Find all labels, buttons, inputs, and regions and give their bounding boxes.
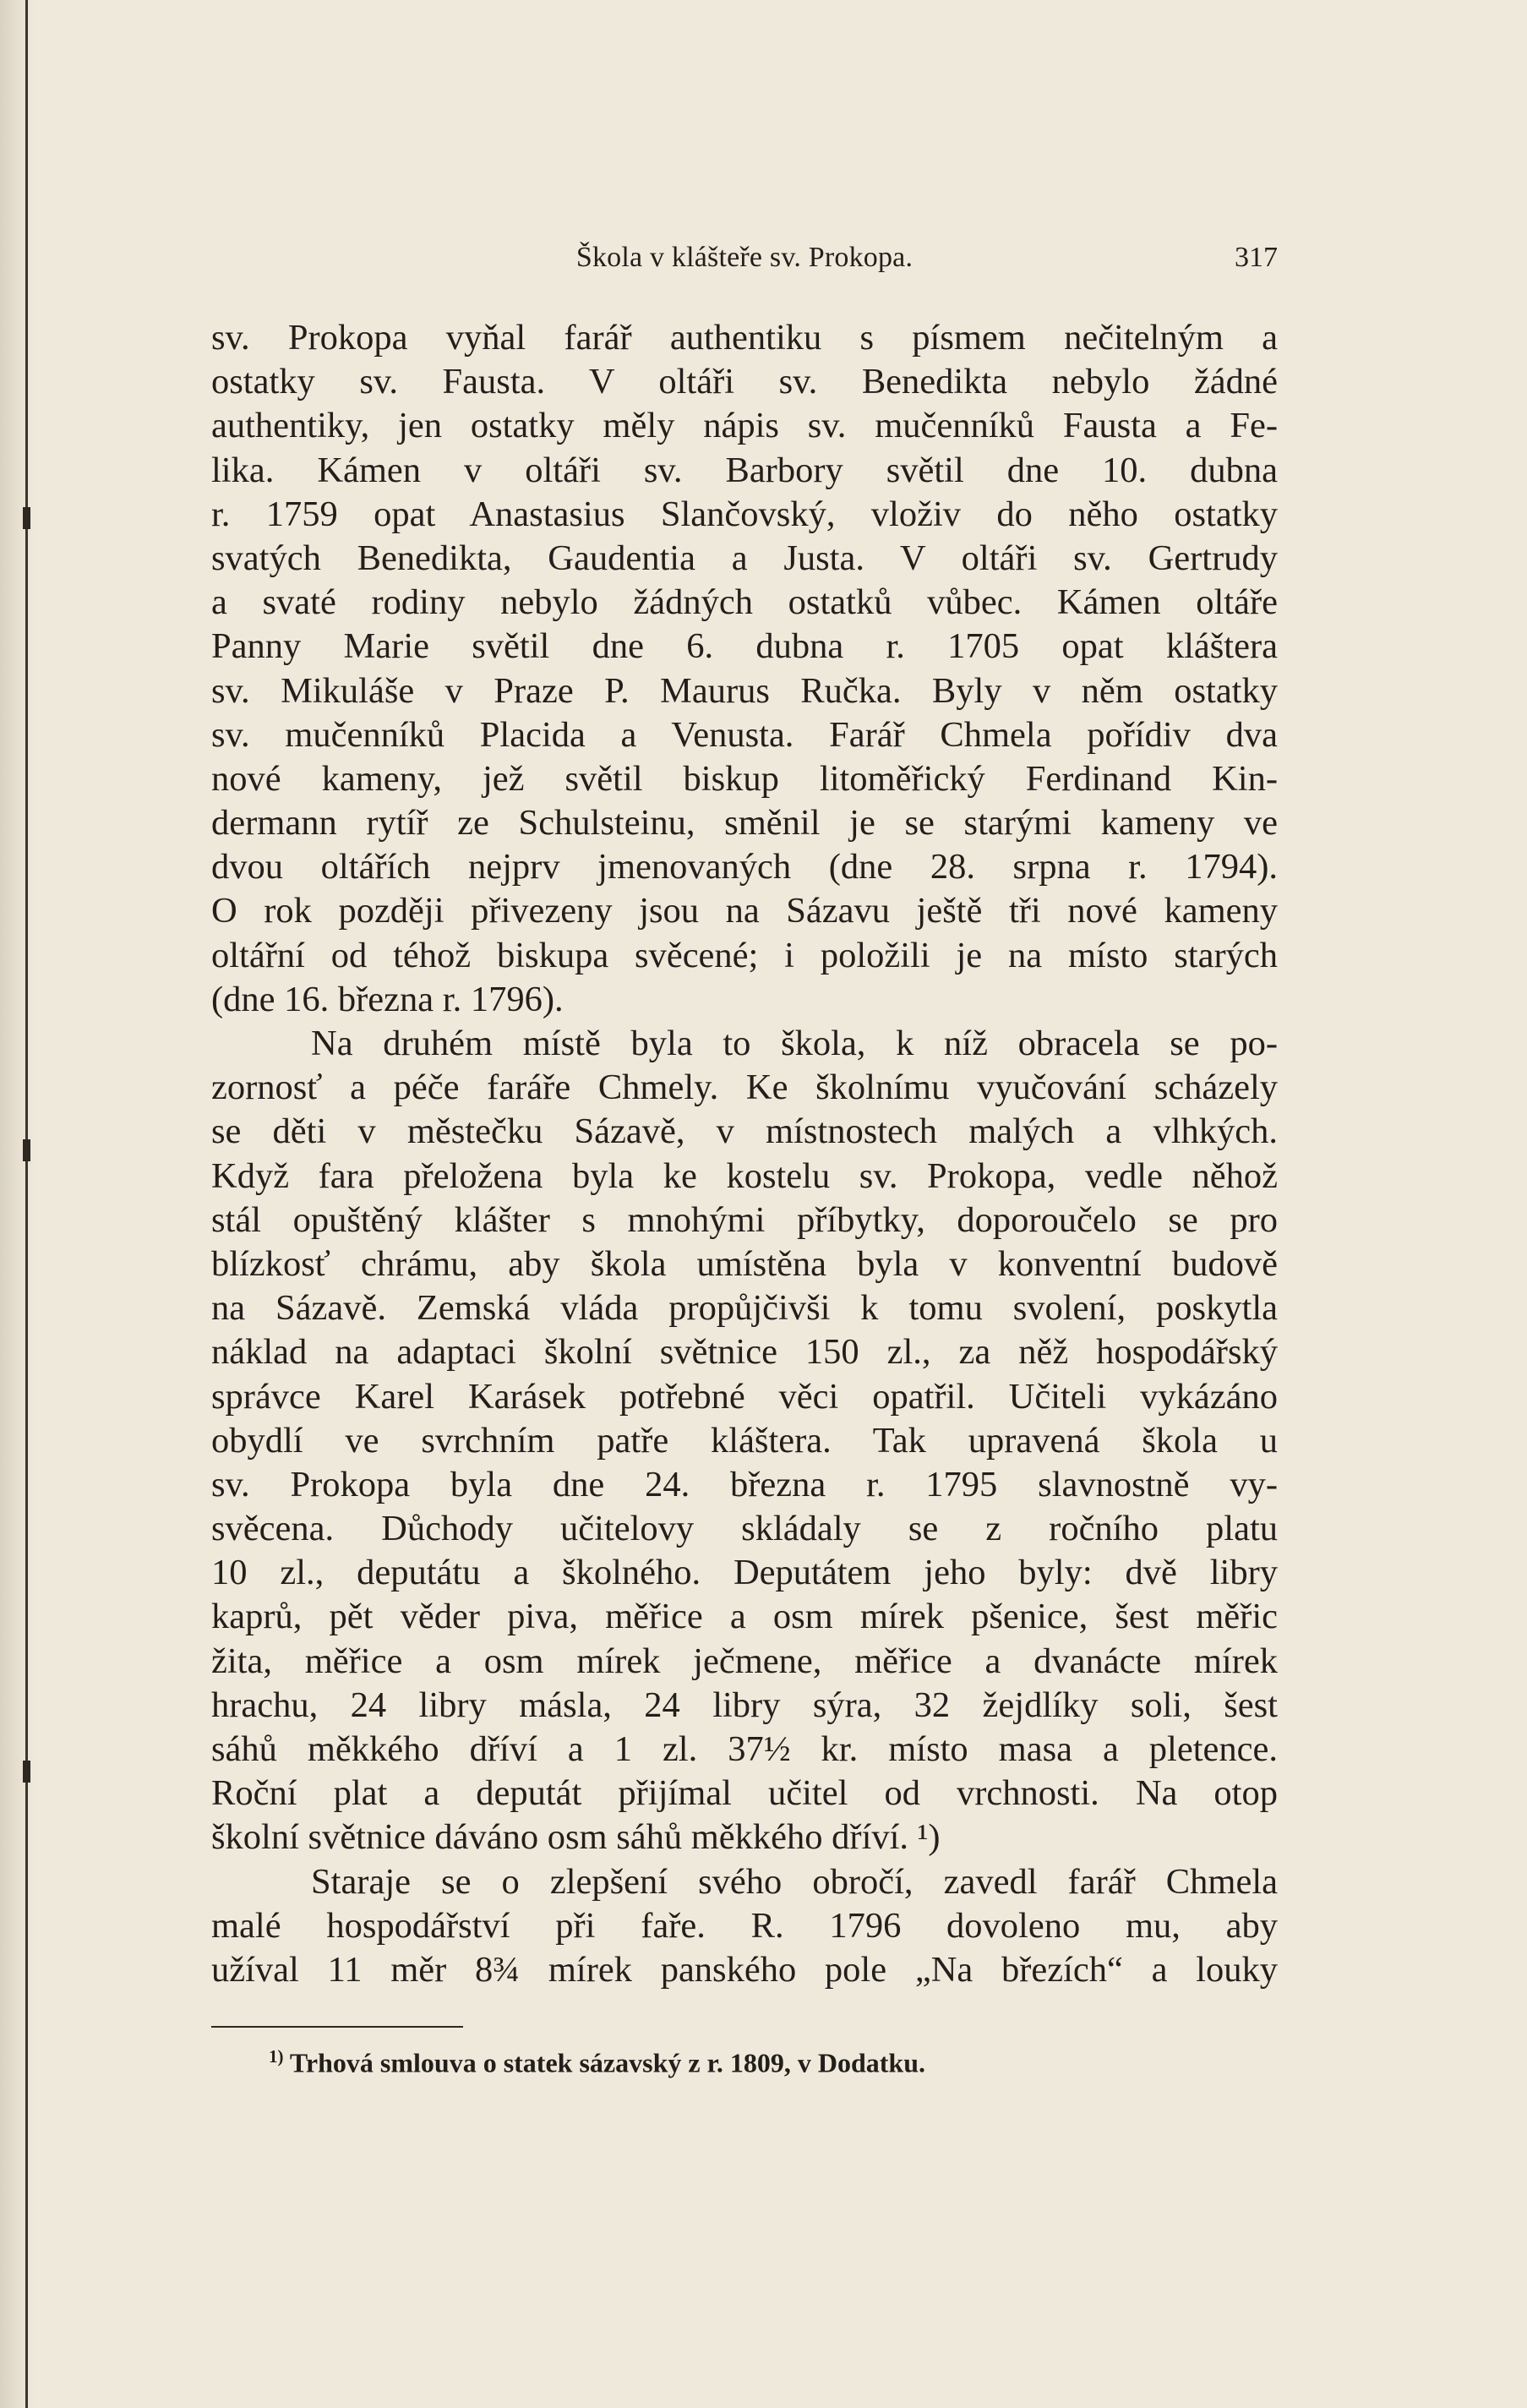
text-line: sv. mučenníků Placida a Venusta. Farář Chmela pořídiv dva <box>211 714 1278 755</box>
text-line: dvou oltářích nejprv jmenovaných (dne 28. srpna r. 1794). <box>211 847 1278 887</box>
text-line: dermann rytíř ze Schulsteinu, směnil je se starými kameny ve <box>211 803 1278 844</box>
text-line: svěcena. Důchody učitelovy skládaly se z ročního platu <box>211 1509 1278 1549</box>
text-line: oltářní od téhož biskupa svěcené; i položili je na místo starých <box>211 935 1278 975</box>
text-line: nové kameny, jež světil biskup litoměřický Ferdinand Kin- <box>211 758 1278 799</box>
text-line: a svaté rodiny nebylo žádných ostatků vůbec. Kámen oltáře <box>211 582 1278 623</box>
page-number: 317 <box>1235 242 1278 273</box>
footnote-divider <box>211 2026 463 2028</box>
text-line: se děti v městečku Sázavě, v místnostech malých a vlhkých. <box>211 1111 1278 1152</box>
body-text <box>211 316 1278 1992</box>
text-line: Panny Marie světil dne 6. dubna r. 1705 opat kláštera <box>211 626 1278 667</box>
text-line: lika. Kámen v oltáři sv. Barbory světil dne 10. dubna <box>211 450 1278 490</box>
text-line: školní světnice dáváno osm sáhů měkkého dříví. ¹) <box>211 1817 941 1858</box>
text-line: ostatky sv. Fausta. V oltáři sv. Benedikta nebylo žádné <box>211 362 1278 402</box>
text-line: O rok později přivezeny jsou na Sázavu ještě tři nové kameny <box>211 891 1278 931</box>
text-line: správce Karel Karásek potřebné věci opatřil. Učiteli vykázáno <box>211 1376 1278 1417</box>
page-header <box>211 242 1278 289</box>
running-head: Škola v klášteře sv. Prokopa. <box>575 242 913 273</box>
text-line: blízkosť chrámu, aby škola umístěna byla v konventní budově <box>211 1243 1278 1284</box>
text-line: sáhů měkkého dříví a 1 zl. 37½ kr. místo masa a pletence. <box>211 1729 1278 1769</box>
page-binding-edge <box>0 0 35 2408</box>
binding-mark <box>23 1761 30 1783</box>
text-line: náklad na adaptaci školní světnice 150 zl., za něž hospodářský <box>211 1332 1278 1373</box>
text-line: žita, měřice a osm mírek ječmene, měřice a dvanácte mírek <box>211 1641 1278 1681</box>
footnote-text: Trhová smlouva o statek sázavský z r. 1809, v Dodatku. <box>289 2047 925 2078</box>
text-line: malé hospodářství při faře. R. 1796 dovoleno mu, aby <box>211 1905 1278 1946</box>
binding-line <box>25 0 28 2408</box>
text-line: hrachu, 24 libry másla, 24 libry sýra, 32 žejdlíky soli, šest <box>211 1685 1278 1725</box>
paragraph-start-line: Staraje se o zlepšení svého obročí, zavedl farář Chmela <box>311 1861 1278 1902</box>
text-line: kaprů, pět věder piva, měřice a osm mírek pšenice, šest měřic <box>211 1597 1278 1637</box>
text-line: užíval 11 měr 8¾ mírek panského pole „Na březích“ a louky <box>211 1949 1278 1990</box>
text-line: Když fara přeložena byla ke kostelu sv. Prokopa, vedle něhož <box>211 1155 1278 1196</box>
footnote-mark: 1) <box>269 2046 284 2067</box>
text-line: zornosť a péče faráře Chmely. Ke školnímu vyučování scházely <box>211 1067 1278 1108</box>
text-line: (dne 16. března r. 1796). <box>211 979 564 1019</box>
text-line: obydlí ve svrchním patře kláštera. Tak upravená škola u <box>211 1420 1278 1461</box>
text-line: r. 1759 opat Anastasius Slančovský, vloživ do něho ostatky <box>211 494 1278 534</box>
paragraph-start-line: Na druhém místě byla to škola, k níž obracela se po- <box>311 1024 1278 1063</box>
text-line: svatých Benedikta, Gaudentia a Justa. V oltáři sv. Gertrudy <box>211 538 1278 578</box>
text-line: sv. Prokopa vyňal farář authentiku s písmem nečitelným a <box>211 318 1278 358</box>
binding-mark <box>23 507 30 529</box>
text-line: 10 zl., deputátu a školného. Deputátem jeho byly: dvě libry <box>211 1553 1278 1593</box>
text-line: stál opuštěný klášter s mnohými příbytky, doporoučelo se pro <box>211 1199 1278 1240</box>
binding-mark <box>23 1139 30 1161</box>
text-line: na Sázavě. Zemská vláda propůjčivši k tomu svolení, poskytla <box>211 1288 1278 1329</box>
text-line: sv. Prokopa byla dne 24. března r. 1795 slavnostně vy- <box>211 1464 1278 1504</box>
text-line: sv. Mikuláše v Praze P. Maurus Ručka. Byly v něm ostatky <box>211 670 1278 711</box>
footnote <box>269 2046 1198 2079</box>
text-line: authentiky, jen ostatky měly nápis sv. mučenníků Fausta a Fe- <box>211 406 1278 446</box>
text-line: Roční plat a deputát přijímal učitel od vrchnosti. Na otop <box>211 1773 1278 1814</box>
